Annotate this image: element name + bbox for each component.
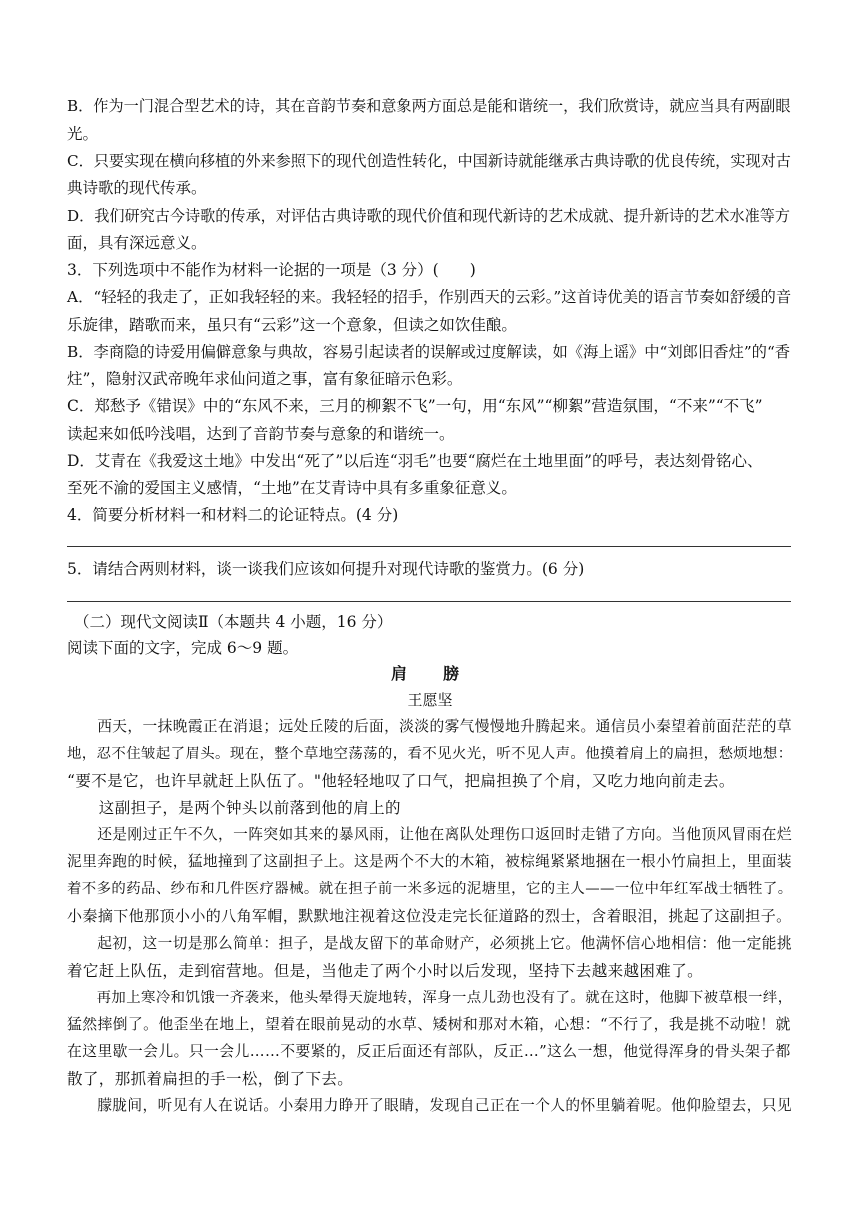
paragraph-4-line-2: 着它赶上队伍，走到宿营地。但是，当他走了两个小时以后发现，坚持下去越来越困难了。 bbox=[67, 962, 704, 980]
section-instruction: 阅读下面的文字，完成 6～9 题。 bbox=[67, 639, 299, 657]
story-author: 王愿坚 bbox=[407, 691, 453, 709]
paragraph-3-line-1: 还是刚过正午不久，一阵突如其来的暴风雨，让他在离队处理伤口返回时走错了方向。当他顶风冒雨在烂 bbox=[67, 826, 792, 843]
q3-option-c-line-1: C．郑愁予《错误》中的“东风不来，三月的柳絮不飞”一句，用“东风”“柳絮”营造氛围，“不来”“不飞” bbox=[67, 397, 763, 415]
q4-answer-line[interactable] bbox=[67, 546, 791, 547]
paragraph-1-line-1: 西天，一抹晚霞正在消退；远处丘陵的后面，淡淡的雾气慢慢地升腾起来。通信员小秦望着前面茫茫的草 bbox=[67, 718, 792, 735]
q2-option-d-line-2: 面，具有深远意义。 bbox=[67, 234, 207, 252]
paragraph-2-line-1: 这副担子，是两个钟头以前落到他的肩上的 bbox=[67, 799, 401, 817]
q2-option-c-line-2: 典诗歌的现代传承。 bbox=[67, 179, 207, 197]
story-title: 肩 膀 bbox=[390, 664, 469, 683]
q4-stem: 4．简要分析材料一和材料二的论证特点。(4 分) bbox=[67, 506, 399, 524]
paragraph-5-line-2: 猛然摔倒了。他歪坐在地上，望着在眼前晃动的水草、矮树和那对木箱，心想：“不行了，我是挑不动啦！就 bbox=[67, 1016, 791, 1033]
paragraph-4-line-1: 起初，这一切是那么简单：担子，是战友留下的革命财产，必须挑上它。他满怀信心地相信：他一定能挑 bbox=[67, 935, 792, 952]
q2-option-d-line-1: D．我们研究古今诗歌的传承，对评估古典诗歌的现代价值和现代新诗的艺术成就、提升新诗的艺术水准等方 bbox=[67, 207, 791, 225]
q3-option-b-line-2: 炷”，隐射汉武帝晚年求仙问道之事，富有象征暗示色彩。 bbox=[67, 370, 463, 388]
q3-option-a-line-2: 乐旋律，踏歌而来，虽只有“云彩”这一个意象，但读之如饮佳酿。 bbox=[67, 316, 517, 334]
q2-option-c-line-1: C．只要实现在横向移植的外来参照下的现代创造性转化，中国新诗就能继承古典诗歌的优良传统，实现对古 bbox=[67, 152, 791, 170]
q2-option-b-line-2: 光。 bbox=[67, 125, 99, 143]
q2-option-b-line-1: B．作为一门混合型艺术的诗，其在音韵节奏和意象两方面总是能和谐统一，我们欣赏诗，就应当具有两副眼 bbox=[67, 97, 791, 115]
q3-stem: 3．下列选项中不能作为材料一论据的一项是（3 分）( ) bbox=[67, 261, 476, 279]
paragraph-1-line-2: 地，忍不住皱起了眉头。现在，整个草地空荡荡的，看不见火光，听不见人声。他摸着肩上的扁担，愁烦地想： bbox=[67, 746, 793, 762]
paragraph-3-line-3: 着不多的药品、纱布和几件医疗器械。就在担子前一米多远的泥塘里，它的主人——一位中年红军战士牺牲了。 bbox=[67, 881, 793, 897]
q5-answer-line[interactable] bbox=[67, 601, 791, 602]
paragraph-6-line-1: 朦胧间，听见有人在说话。小秦用力睁开了眼睛，发现自己正在一个人的怀里躺着呢。他仰脸望去，只见 bbox=[67, 1097, 792, 1114]
q3-option-d-line-1: D．艾青在《我爱这土地》中发出“死了”以后连“羽毛”也要“腐烂在土地里面”的呼号，表达刻骨铭心、 bbox=[67, 452, 763, 470]
q3-option-c-line-2: 读起来如低吟浅唱，达到了音韵节奏与意象的和谐统一。 bbox=[67, 425, 455, 443]
q3-option-a-line-1: A．“轻轻的我走了，正如我轻轻的来。我轻轻的招手，作别西天的云彩。”这首诗优美的语言节奏如舒缓的音 bbox=[67, 288, 792, 306]
q5-stem: 5．请结合两则材料，谈一谈我们应该如何提升对现代诗歌的鉴赏力。(6 分) bbox=[67, 560, 585, 578]
paragraph-1-line-3: “要不是它，也许早就赶上队伍了。"他轻轻地叹了口气，把扁担换了个肩，又吃力地向前走去。 bbox=[67, 772, 735, 790]
section-heading: （二）现代文阅读Ⅱ（本题共 4 小题，16 分） bbox=[74, 613, 393, 631]
paragraph-3-line-2: 泥里奔跑的时候，猛地撞到了这副担子上。这是两个不大的木箱，被棕绳紧紧地捆在一根小竹扁担上，里面装 bbox=[67, 853, 792, 870]
paragraph-5-line-3: 在这里歇一会儿。只一会儿……不要紧的，反正后面还有部队，反正…”这么一想，他觉得浑身的骨头架子都 bbox=[67, 1043, 791, 1060]
paragraph-3-line-4: 小秦摘下他那顶小小的八角军帽，默默地注视着这位没走完长征道路的烈士，含着眼泪，挑起了这副担子。 bbox=[67, 907, 792, 925]
paragraph-5-line-4: 散了，那抓着扁担的手一松，倒了下去。 bbox=[67, 1070, 354, 1088]
paragraph-5-line-1: 再加上寒冷和饥饿一齐袭来，他头晕得天旋地转，浑身一点儿劲也没有了。就在这时，他脚下被草根一绊， bbox=[67, 990, 793, 1006]
q3-option-d-line-2: 至死不渝的爱国主义感情，“土地”在艾青诗中具有多重象征意义。 bbox=[67, 479, 517, 497]
q3-option-b-line-1: B．李商隐的诗爱用偏僻意象与典故，容易引起读者的误解或过度解读，如《海上谣》中“刘郎旧香炷”的“香 bbox=[67, 343, 791, 361]
